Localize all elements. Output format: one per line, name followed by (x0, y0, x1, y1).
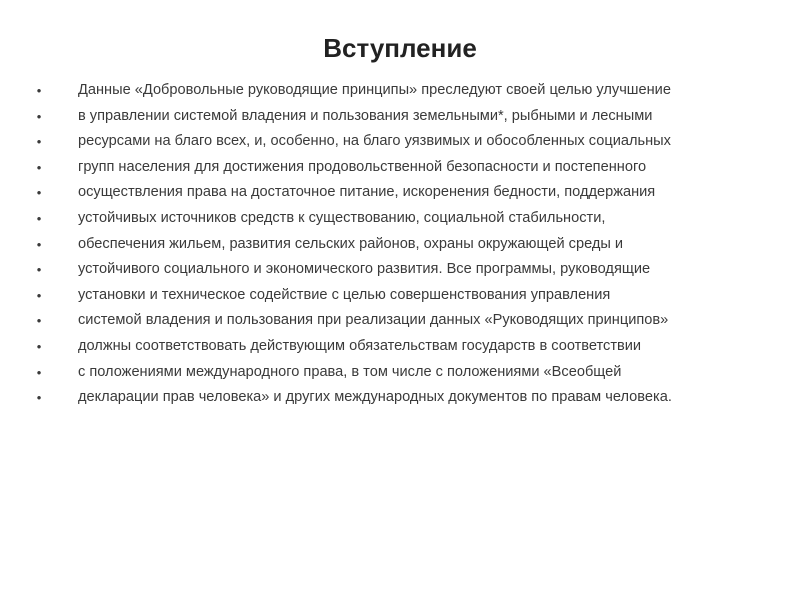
bullet-icon: • (36, 287, 42, 303)
bullet-text: устойчивого социального и экономического развития. Все программы, руководящие (78, 261, 651, 278)
bullet-text: групп населения для достижения продовольственной безопасности и постепенного (78, 158, 647, 175)
bullet-text: должны соответствовать действующим обязательствам государств в соответствии (78, 337, 642, 354)
bullet-item (33, 360, 773, 386)
bullet-item (33, 206, 773, 232)
bullet-item (33, 155, 773, 181)
bullet-text: осуществления права на достаточное питание, искоренения бедности, поддержания (78, 184, 656, 201)
bullet-text: обеспечения жильем, развития сельских районов, охраны окружающей среды и (78, 235, 624, 252)
bullet-icon: • (36, 134, 42, 150)
bullet-item (33, 129, 773, 155)
bullet-icon: • (36, 390, 42, 406)
bullet-item (33, 257, 773, 283)
bullet-text: системой владения и пользования при реализации данных «Руководящих принципов» (78, 312, 669, 329)
bullet-icon: • (36, 185, 42, 201)
bullet-text: Данные «Добровольные руководящие принципы» преследуют своей целью улучшение (78, 82, 671, 98)
bullet-text: установки и техническое содействие с целью совершенствования управления (78, 286, 611, 303)
bullet-text: устойчивых источников средств к существованию, социальной стабильности, (78, 209, 606, 226)
bullet-item (33, 78, 773, 104)
bullet-item (33, 232, 773, 258)
bullet-icon: • (36, 364, 42, 380)
bullet-list (33, 78, 773, 411)
bullet-text: ресурсами на благо всех, и, особенно, на благо уязвимых и обособленных социальных (78, 133, 671, 150)
bullet-text: декларации прав человека» и других международных документов по правам человека. (78, 389, 672, 406)
slide-title: Вступление (323, 33, 477, 63)
bullet-icon: • (36, 262, 42, 278)
bullet-item (33, 308, 773, 334)
bullet-icon: • (36, 83, 42, 98)
bullet-icon: • (36, 210, 42, 226)
bullet-item (33, 104, 773, 130)
bullet-item (33, 283, 773, 309)
bullet-text: в управлении системой владения и пользования земельными*, рыбными и лесными (78, 107, 653, 124)
bullet-icon: • (36, 338, 42, 354)
bullet-icon: • (36, 313, 42, 329)
bullet-item (33, 334, 773, 360)
bullet-icon: • (36, 236, 42, 252)
bullet-text: с положениями международного права, в том числе с положениями «Всеобщей (78, 363, 622, 380)
bullet-icon: • (36, 108, 42, 124)
bullet-icon: • (36, 159, 42, 175)
bullet-item (33, 180, 773, 206)
bullet-item (33, 385, 773, 411)
